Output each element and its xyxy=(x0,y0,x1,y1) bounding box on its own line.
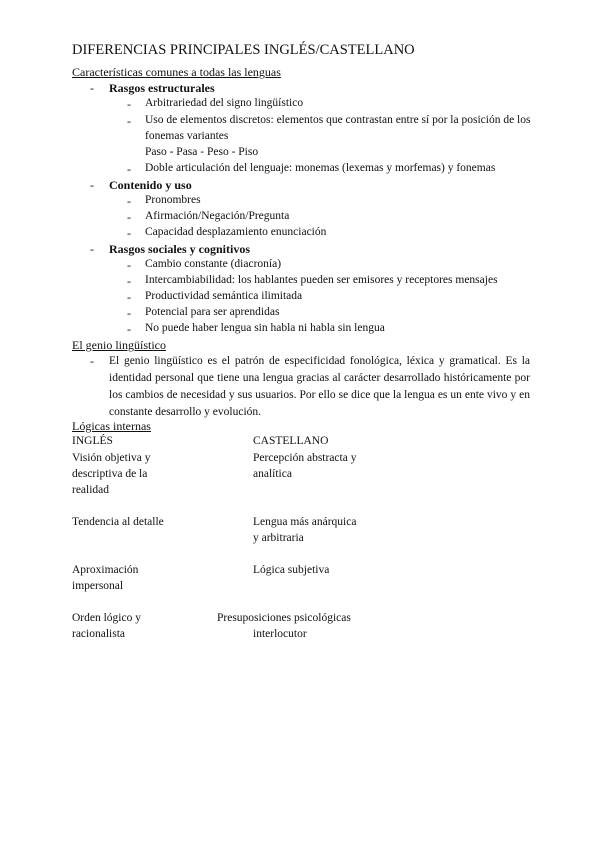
group-label-estructurales: Rasgos estructurales xyxy=(109,81,215,95)
table-cell: analítica xyxy=(253,468,292,480)
table-cell: Visión objetiva y xyxy=(72,452,151,464)
bullet-dash: - xyxy=(127,114,131,128)
group-label-sociales: Rasgos sociales y cognitivos xyxy=(109,242,250,256)
bullet-dash: - xyxy=(90,178,94,192)
list-item: Cambio constante (diacronía) xyxy=(145,258,282,270)
bullet-dash: - xyxy=(127,210,131,224)
list-item: Afirmación/Negación/Pregunta xyxy=(145,210,290,222)
genio-paragraph xyxy=(109,353,530,421)
bullet-dash: - xyxy=(90,354,94,368)
bullet-dash: - xyxy=(127,226,131,240)
bullet-dash: - xyxy=(127,194,131,208)
list-item: Productividad semántica ilimitada xyxy=(145,290,303,302)
bullet-dash: - xyxy=(127,258,131,272)
bullet-dash: - xyxy=(127,322,131,336)
section-heading-caracteristicas: Características comunes a todas las lenguas xyxy=(72,65,281,79)
list-item: Arbitrariedad del signo lingüístico xyxy=(145,97,304,109)
list-item: Uso de elementos discretos: elementos que contrastan entre sí por la posición de los xyxy=(145,114,531,126)
table-cell: y arbitraria xyxy=(253,532,304,544)
list-item: Doble articulación del lenguaje: monemas (lexemas y morfemas) y fonemas xyxy=(145,162,496,174)
paragraph-line: identidad personal que tiene una lengua gracias al carácter desarrollado históricamente por xyxy=(109,372,530,384)
paragraph-line: El genio lingüístico es el patrón de especificidad fonológica, léxica y gramatical. Es la xyxy=(109,355,530,367)
bullet-dash: - xyxy=(127,274,131,288)
table-cell: interlocutor xyxy=(253,628,307,640)
table-cell: Percepción abstracta y xyxy=(253,452,357,464)
table-cell: Lógica subjetiva xyxy=(253,564,330,576)
column-header-ingles: INGLÉS xyxy=(72,435,113,447)
table-cell: Lengua más anárquica xyxy=(253,516,357,528)
table-cell: impersonal xyxy=(72,580,124,592)
list-item: No puede haber lengua sin habla ni habla sin lengua xyxy=(145,322,385,334)
list-item-continuation: fonemas variantes xyxy=(145,130,229,142)
list-item: Pronombres xyxy=(145,194,201,206)
list-item: Potencial para ser aprendidas xyxy=(145,306,280,318)
table-cell: Presuposiciones psicológicas xyxy=(217,612,351,624)
bullet-dash: - xyxy=(127,306,131,320)
table-cell: Tendencia al detalle xyxy=(72,516,164,528)
table-cell: Orden lógico y xyxy=(72,612,141,624)
column-header-castellano: CASTELLANO xyxy=(253,435,329,447)
table-cell: descriptiva de la xyxy=(72,468,148,480)
table-cell: realidad xyxy=(72,484,110,496)
group-label-contenido: Contenido y uso xyxy=(109,178,192,192)
section-heading-genio: El genio lingüístico xyxy=(72,338,166,352)
list-item: Intercambiabilidad: los hablantes pueden ser emisores y receptores mensajes xyxy=(145,274,498,286)
bullet-dash: - xyxy=(127,290,131,304)
table-cell: Aproximación xyxy=(72,564,139,576)
bullet-dash: - xyxy=(90,81,94,95)
bullet-dash: - xyxy=(90,242,94,256)
table-cell: racionalista xyxy=(72,628,126,640)
example-line: Paso - Pasa - Peso - Piso xyxy=(145,146,259,158)
paragraph-line: constante desarrollo y evolución. xyxy=(109,406,262,418)
page-title: DIFERENCIAS PRINCIPALES INGLÉS/CASTELLANO xyxy=(72,42,415,58)
bullet-dash: - xyxy=(127,162,131,176)
paragraph-line: los cambios de necesidad y sus usuarios. Por ello se dice que la lengua es un ente vivo y en xyxy=(109,389,530,401)
section-heading-logicas: Lógicas internas xyxy=(72,419,151,433)
bullet-dash: - xyxy=(127,97,131,111)
list-item: Capacidad desplazamiento enunciación xyxy=(145,226,327,238)
